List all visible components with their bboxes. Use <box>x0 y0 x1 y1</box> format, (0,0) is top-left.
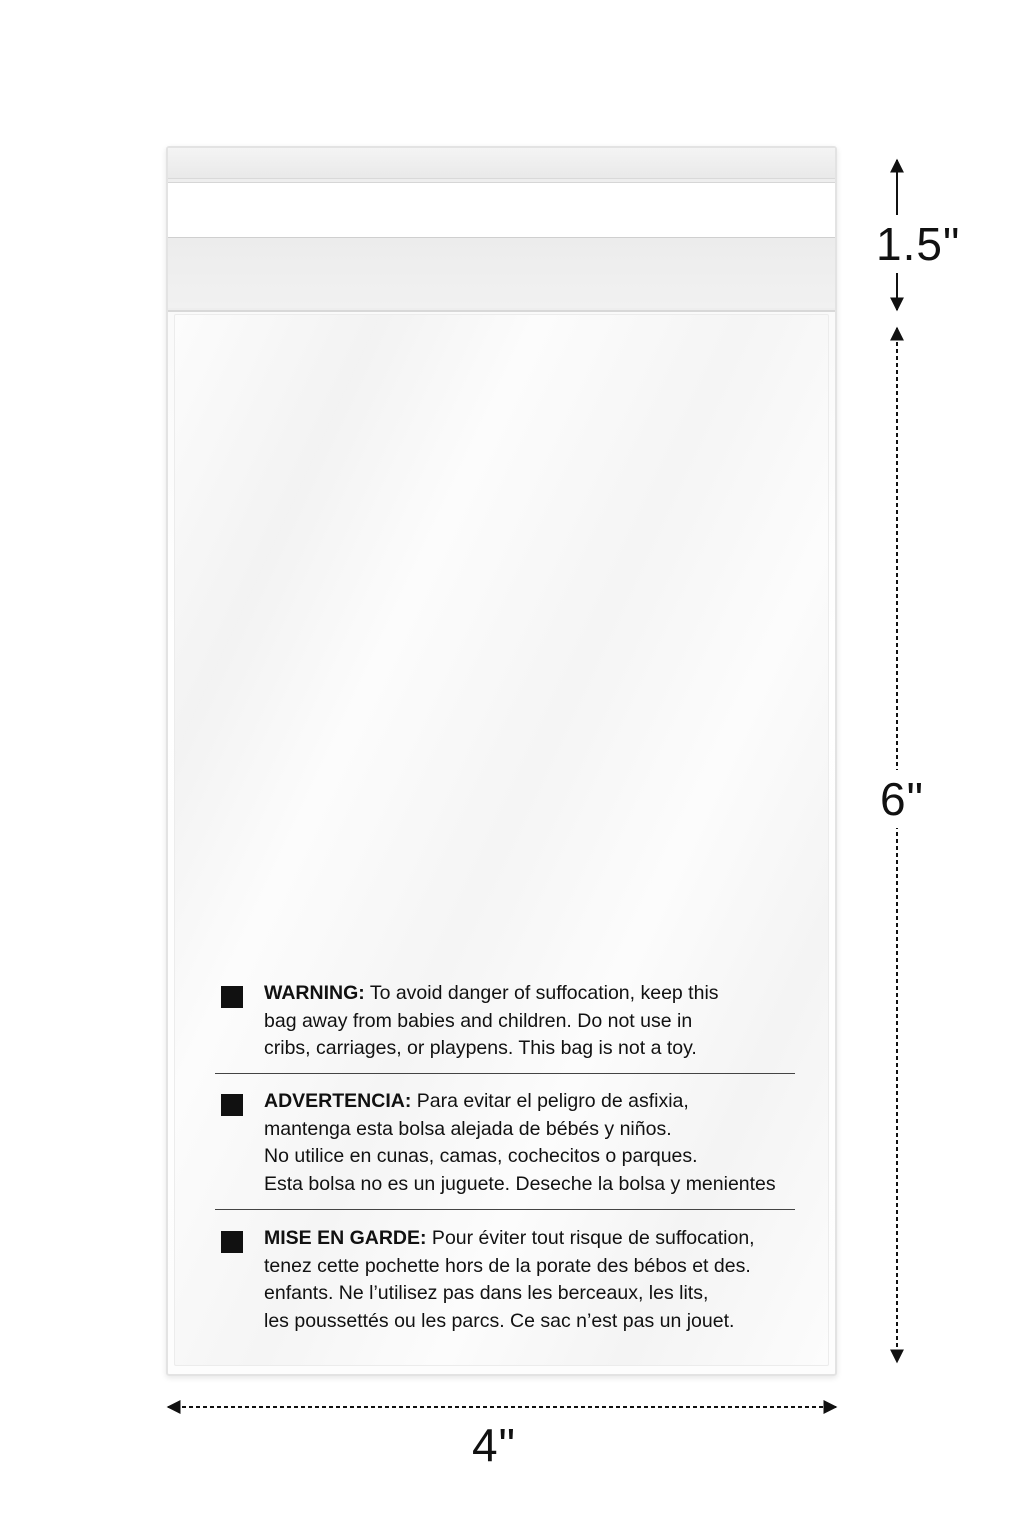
warning-line: tenez cette pochette hors de la porate des bébos et des. <box>264 1254 751 1277</box>
warning-line: To avoid danger of suffocation, keep this <box>364 982 719 1004</box>
warning-line: Esta bolsa no es un juguete. Deseche la bolsa y menientes <box>264 1172 776 1195</box>
warning-line: No utilice en cunas, camas, cochecitos o parques. <box>264 1145 698 1167</box>
warning-heading: MISE EN GARDE: <box>264 1227 427 1249</box>
bag-width-label: 4" <box>472 1419 516 1471</box>
warning-line: cribs, carriages, or playpens. This bag is not a toy. <box>264 1037 697 1059</box>
warning-line: mantenga esta bolsa alejada de bébés y niños. <box>264 1117 672 1140</box>
bag-height-label: 6" <box>880 770 924 828</box>
warning-line: enfants. Ne l’utilisez pas dans les berceaux, les lits, <box>264 1282 709 1304</box>
flap-height-label: 1.5" <box>876 215 960 273</box>
warning-line: Pour éviter tout risque de suffocation, <box>426 1227 755 1249</box>
warning-heading: WARNING: <box>264 982 365 1004</box>
warning-line: les poussettés ou les parcs. Ce sac n’est pas un jouet. <box>264 1309 735 1332</box>
warning-line: Para evitar el peligro de asfixia, <box>411 1090 689 1112</box>
warning-heading: ADVERTENCIA: <box>264 1090 412 1112</box>
warning-line: bag away from babies and children. Do not use in <box>264 1009 693 1032</box>
